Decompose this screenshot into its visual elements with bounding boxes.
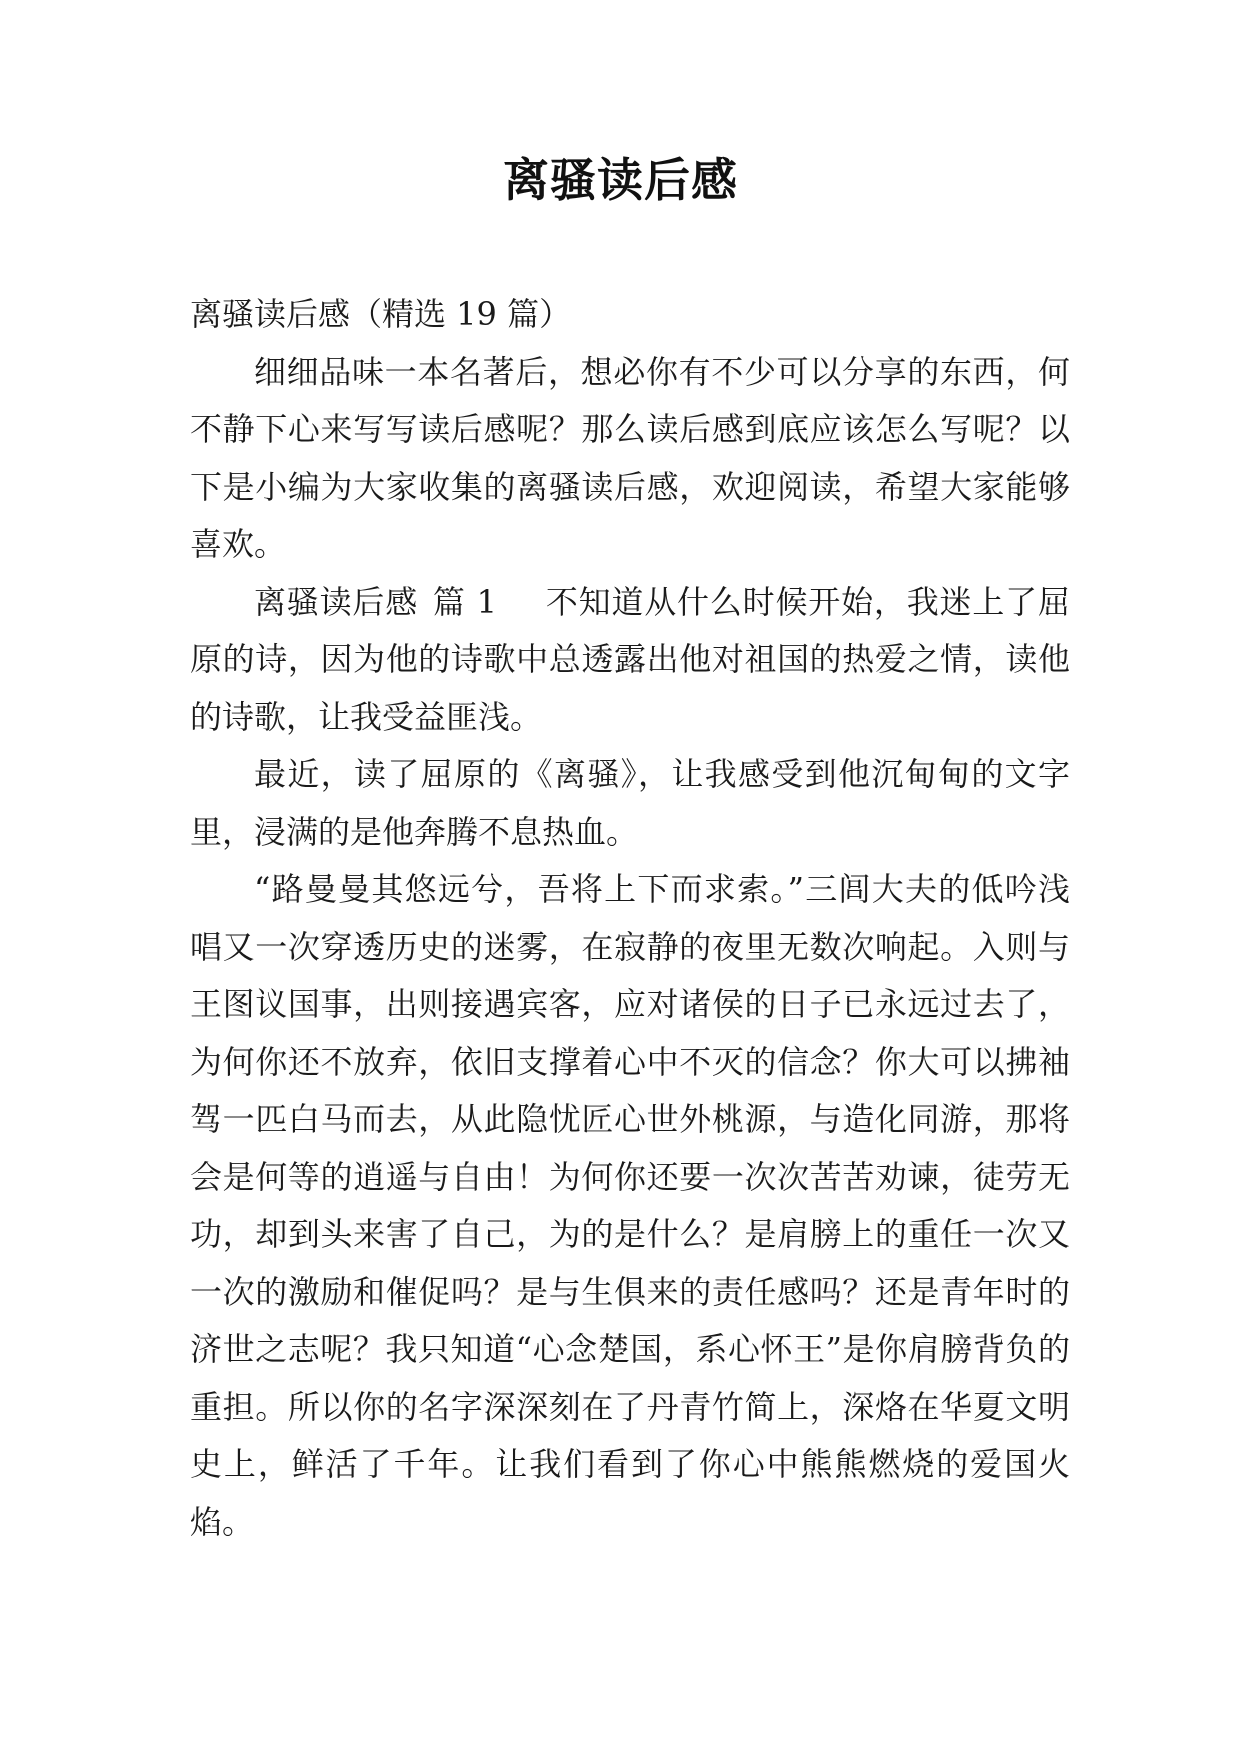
document-title: 离骚读后感 xyxy=(503,153,738,207)
section-1-paragraph xyxy=(190,574,1070,747)
section-heading: 离骚读后感 xyxy=(254,582,419,621)
body-paragraph-1: 最近，读了屈原的《离骚》，让我感受到他沉甸甸的文字里，浸满的是他奔腾不息热血。 xyxy=(190,755,1070,851)
body-paragraph-2: “路曼曼其悠远兮，吾将上下而求索。”三闾大夫的低吟浅唱又一次穿透历史的迷雾，在寂静的夜里无数次响起。入则与王图议国事，出则接遇宾客，应对诸侯的日子已永远过去了，为何你还不放弃，依旧支撑着心中不灭的信念？你大可以拂袖驾一匹白马而去，从此隐忧匠心世外桃源，与造化同游，那将会是何等的逍遥与自由！为何你还要一次次苦苦劝谏，徒劳无功，却到头来害了自己，为的是什么？是肩膀上的重任一次又一次的激励和催促吗？是与生俱来的责任感吗？还是青年时的济世之志呢？我只知道“心念楚国，系心怀王”是你肩膀背负的重担。所以你的名字深深刻在了丹青竹简上，深烙在华夏文明史上，鲜活了千年。让我们看到了你心中熊熊燃烧的爱国火焰。 xyxy=(190,870,1070,1541)
section-number: 篇 1 xyxy=(432,582,498,621)
section-lead-text: 不知道从什么时候开始，我迷上了屈原的诗，因为他的诗歌中总透露出他对祖国的热爱之情，读他的诗歌，让我受益匪浅。 xyxy=(190,582,1070,736)
document-subtitle: 离骚读后感（精选 19 篇） xyxy=(190,295,572,333)
document-body xyxy=(190,286,1070,1551)
intro-paragraph: 细细品味一本名著后，想必你有不少可以分享的东西，何不静下心来写写读后感呢？那么读后感到底应该怎么写呢？以下是小编为大家收集的离骚读后感，欢迎阅读，希望大家能够喜欢。 xyxy=(190,352,1070,563)
